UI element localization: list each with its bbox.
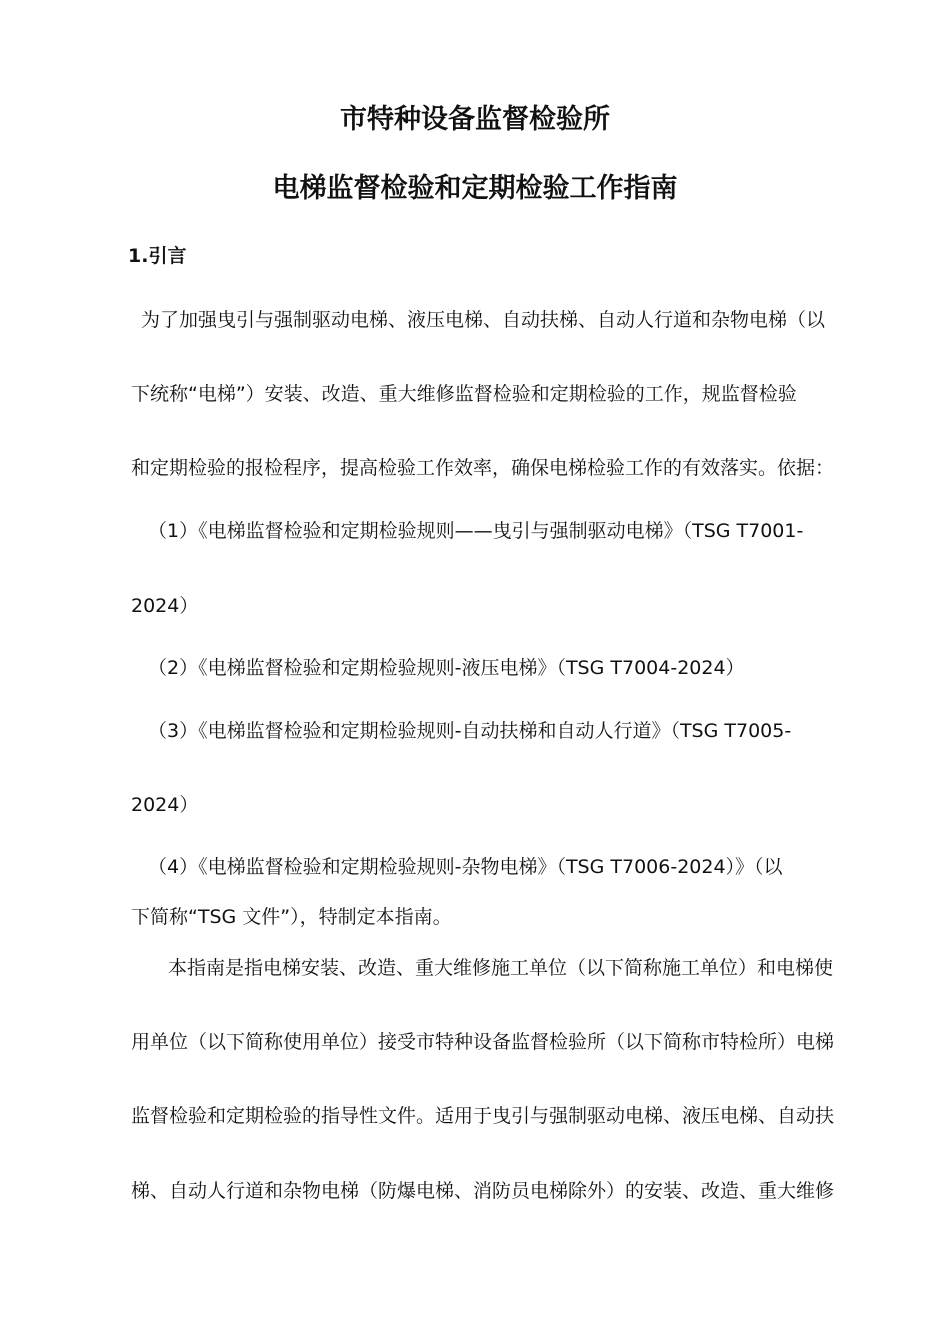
reference-3-line-1: （3）《电梯监督检验和定期检验规则-自动扶梯和自动人行道》（TSG T7005- <box>148 720 792 742</box>
section-heading-introduction: 1.引言 <box>128 245 187 267</box>
reference-1-line-1: （1）《电梯监督检验和定期检验规则——曳引与强制驱动电梯》（TSG T7001- <box>148 520 804 542</box>
paragraph-1-line-1: 为了加强曳引与强制驱动电梯、液压电梯、自动扶梯、自动人行道和杂物电梯（以 <box>141 309 826 331</box>
paragraph-2-line-2: 用单位（以下简称使用单位）接受市特种设备监督检验所（以下简称市特检所）电梯 <box>131 1031 835 1053</box>
reference-4-line-2: 下简称“TSG 文件”），特制定本指南。 <box>131 906 452 928</box>
reference-2: （2）《电梯监督检验和定期检验规则-液压电梯》（TSG T7004-2024） <box>148 657 745 679</box>
paragraph-1-line-2: 下统称“电梯”）安装、改造、重大维修监督检验和定期检验的工作，规监督检验 <box>131 383 797 405</box>
document-title-main: 电梯监督检验和定期检验工作指南 <box>272 173 678 204</box>
document-title-org: 市特种设备监督检验所 <box>340 104 610 135</box>
reference-3-line-2: 2024） <box>131 794 199 816</box>
reference-4-line-1: （4）《电梯监督检验和定期检验规则-杂物电梯》（TSG T7006-2024）》（以 <box>148 856 783 878</box>
paragraph-2-line-3: 监督检验和定期检验的指导性文件。适用于曳引与强制驱动电梯、液压电梯、自动扶 <box>131 1105 835 1127</box>
reference-1-line-2: 2024） <box>131 595 199 617</box>
paragraph-1-line-3: 和定期检验的报检程序，提高检验工作效率，确保电梯检验工作的有效落实。依据： <box>131 457 835 479</box>
paragraph-2-line-1: 本指南是指电梯安装、改造、重大维修施工单位（以下简称施工单位）和电梯使 <box>168 957 834 979</box>
paragraph-2-line-4: 梯、自动人行道和杂物电梯（防爆电梯、消防员电梯除外）的安装、改造、重大维修 <box>131 1180 835 1202</box>
